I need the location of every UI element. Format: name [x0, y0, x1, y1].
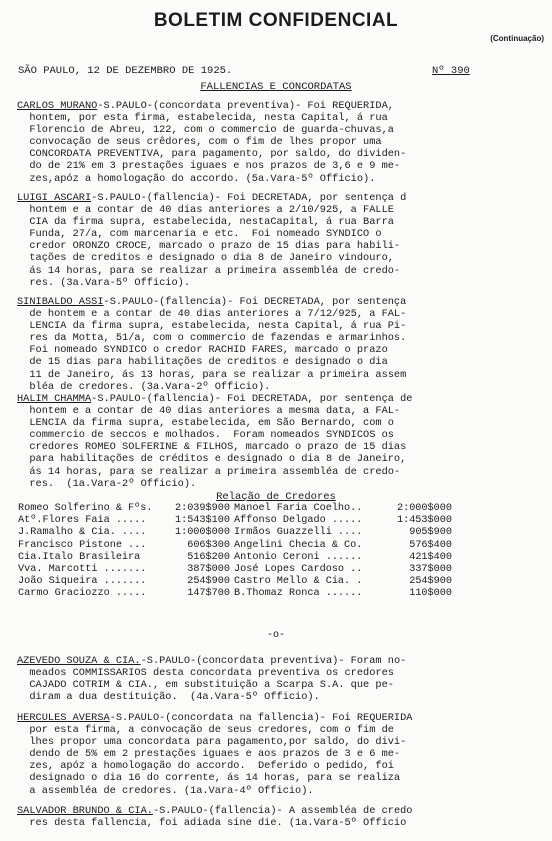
entry-sinibaldo-assi [17, 296, 547, 393]
creditor-row [18, 576, 456, 588]
creditor-name: J.Ramalho & Cia. .... [18, 527, 147, 539]
creditor-amount: 1:000$000 [174, 527, 230, 539]
entry-body: -S.PAULO-(fallencia)- Foi DECRETADA, por sentença de hontem e a contar de 40 dias anteriores a 7/12/925, a FAL- LENCIA da firma supra, estabelecida, nesta Capital, á rua Pi- res da Motta, 51/a, com o commercio de fazendas e armarinhos. Foi nomeado SYNDICO o credor RACHID FARES, marcado o prazo de 15 dias para habilitações de creditos e designado o dia 11 de Janeiro, ás 13 horas, para se realizar a primeira assem bléa de credores. (3a.Vara-2º Officio). [29, 296, 407, 393]
entry-body: -S.PAULO-(fallencia)- Foi DECRETADA, por sentença de hontem e a contar de 40 dias anteriores a mesma data, a FAL- LENCIA da firma supra, estabelecida, em São Bernardo, com o commercio de seccos e molhados. Foram nomeados SYNDICOS os credores ROMEO SOLFERINE & FILHOS, marcado o prazo de 15 dias para habilitações de créditos e designado o dia 8 de Janeiro, ás 14 horas, para se realizar a primeira assembléa de credo- res. (1a.Vara-2º Officio). [29, 393, 413, 490]
creditor-name: Irmãos Guazzelli .... [234, 527, 363, 539]
creditor-amount: 1:453$000 [396, 515, 452, 527]
entry-body: -S.PAULO-(fallencia)- Foi DECRETADA, por sentença d hontem e a contar de 40 dias anteriores a 2/10/925, a FALLE CIA da firma supra, estabelecida, nestaCapital, á rua Barra Funda, 27/a, com marcenaria e etc. Foi nomeado SYNDICO o credor ORONZO CROCE, marcado o prazo de 15 dias para habili- tações de creditos e designado o dia 8 de Janeiro vindouro, ás 14 horas, para se realizar a primeira assembléa de credo- res. (3a.Vara-5º Officio). [29, 192, 407, 289]
creditor-name: Castro Mello & Cia. . [234, 576, 363, 588]
creditor-amount: 421$400 [409, 551, 452, 563]
creditor-name: Manoel Faria Coelho.. [234, 503, 363, 514]
creditor-name: B.Thomaz Ronca ...... [234, 588, 363, 600]
creditor-name: Angelini Checia & Co. [234, 539, 363, 551]
entry-salvador-brundo [17, 805, 547, 829]
dateline: SÃO PAULO, 12 DE DEZEMBRO DE 1925. [18, 65, 233, 77]
creditor-name: Affonso Delgado ..... [234, 515, 363, 527]
creditor-amount: 337$000 [409, 564, 452, 576]
creditors-table [18, 503, 456, 601]
continuation-note: (Continuação) [490, 34, 544, 43]
entry-carlos-murano [17, 100, 547, 185]
bulletin-number: Nº 390 [432, 65, 470, 77]
creditor-name: João Siqueira ....... [18, 576, 147, 588]
creditor-amount: 147$700 [187, 588, 230, 600]
creditor-row [18, 503, 456, 515]
creditor-name: Atº.Flores Faia ..... [18, 515, 147, 527]
document-title: BOLETIM CONFIDENCIAL [153, 10, 399, 31]
creditor-amount: 2:039$900 [174, 503, 230, 514]
creditor-name: Cia.Italo Brasileira [18, 551, 141, 563]
creditor-name: Antonio Ceroni ...... [234, 551, 363, 563]
creditor-amount: 110$000 [409, 588, 452, 600]
entry-body: -S.PAULO-(concordata na fallencia)- Foi REQUERIDA por esta firma, a convocação de seus credores, com o fim de lhes propor uma concordata para pagamento,por saldo, do divi- dendo de 5% em 2 prestações iguaes e aos prazos de 3 e 6 me- zes, apóz a homologação do accordo. Deferido o pedido, foi designado o dia 16 do corrente, ás 14 horas, para se realiza a assembléa de credores. (1a.Vara-4º Officio). [29, 712, 413, 797]
creditor-amount: 254$900 [409, 576, 452, 588]
entry-name: CARLOS MURANO [17, 100, 98, 112]
creditor-amount: 387$000 [187, 564, 230, 576]
creditor-name: Carmo Graciozzo ..... [18, 588, 147, 600]
entry-luigi-ascari [17, 192, 547, 289]
creditor-row [18, 540, 456, 552]
creditors-heading [0, 491, 552, 503]
creditor-name: Vva. Marcotti ....... [18, 564, 147, 576]
section-title: FALLENCIAS E CONCORDATAS [200, 81, 352, 93]
creditor-amount: 576$400 [409, 539, 452, 551]
entry-name: LUIGI ASCARI [17, 192, 92, 204]
creditor-row [18, 564, 456, 576]
creditor-name: Romeo Solferino & Fºs. [18, 503, 153, 514]
creditor-amount: 516$200 [187, 551, 230, 563]
entry-name: HERCULES AVERSA [17, 712, 110, 724]
entry-body: -S.PAULO-(fallencia)- A assembléa de credo res desta fallencia, foi adiada sine die. (1a.Vara-5º Officio [29, 805, 413, 830]
creditors-heading-text: Relação de Credores [216, 491, 336, 503]
creditor-name: José Lopes Cardoso .. [234, 564, 363, 576]
creditor-amount: 2:000$000 [396, 503, 452, 514]
entry-name: AZEVEDO SOUZA & CIA. [17, 655, 141, 667]
entry-body: -S.PAULO-(concordata preventiva)- Foram no- meados COMMISSARIOS desta concordata preventiva os credores CAJADO COTRIM & CIA., em substituição a Scarpa S.A. que pe- diram a dua destituição. (4a.Vara-5º Officio). [29, 655, 407, 704]
entry-hercules-aversa [17, 712, 547, 797]
creditor-amount: 905$900 [409, 527, 452, 539]
creditor-row [18, 527, 456, 539]
creditor-row [18, 588, 456, 600]
entry-azevedo-souza [17, 655, 547, 703]
separator: -o- [266, 630, 285, 641]
creditor-amount: 606$300 [187, 539, 230, 551]
entry-halim-chamma [17, 393, 547, 490]
entry-name: SINIBALDO ASSI [17, 296, 104, 308]
creditor-amount: 254$900 [187, 576, 230, 588]
entry-name: SALVADOR BRUNDO & CIA. [17, 805, 153, 817]
creditor-name: Francisco Pistone ... [18, 539, 147, 551]
creditor-row [18, 552, 456, 564]
creditor-row [18, 515, 456, 527]
entry-name: HALIM CHAMMA [17, 393, 92, 405]
entry-body: -S.PAULO-(concordata preventiva)- Foi REQUERIDA, hontem, por esta firma, estabelecida, nesta Capital, á rua Florencio de Abreu, 122, com o commercio de guarda-chuvas,a convocação de seus crêdores, com o fim de lhes propor uma CONCORDATA PREVENTIVA, para pagamento, por saldo, do dividen- do de 21% em 3 prestações iguaes e nos prazos de 3,6 e 9 me- zes,apóz a homologação do accordo. (5a.Vara-5º Officio). [29, 100, 407, 185]
creditor-amount: 1:543$100 [174, 515, 230, 527]
